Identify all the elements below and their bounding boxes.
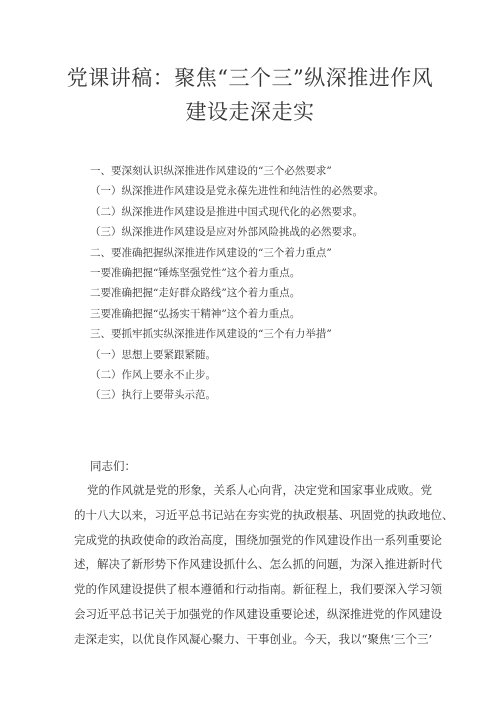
body-line: 走深走实，以优良作风凝心聚力、干事创业。今天，我以“聚焦‘三个三’ bbox=[74, 631, 433, 646]
body-paragraph bbox=[74, 478, 454, 652]
outline-list bbox=[90, 161, 470, 406]
outline-item: （一）纵深推进作风建设是党永葆先进性和纯洁性的必然要求。 bbox=[90, 185, 384, 198]
outline-item: 三要准确把握“弘扬实干精神”这个着力重点。 bbox=[90, 307, 301, 320]
outline-item: （一）思想上要紧跟紧随。 bbox=[90, 348, 216, 361]
outline-item: 二、要准确把握纵深推进作风建设的“三个着力重点” bbox=[90, 246, 332, 259]
body-line: 的十八大以来，习近平总书记站在夯实党的执政根基、巩固党的执政地位、 bbox=[74, 507, 454, 522]
outline-item: （三）执行上要带头示范。 bbox=[90, 389, 216, 402]
outline-item: （二）作风上要永不止步。 bbox=[90, 368, 216, 381]
outline-item: 一要准确把握“锤炼坚强党性”这个着力重点。 bbox=[90, 266, 301, 279]
outline-item: 一、要深刻认识纵深推进作风建设的“三个必然要求” bbox=[90, 165, 332, 177]
outline-item: 三、要抓牢抓实纵深推进作风建设的“三个有力举措” bbox=[90, 328, 332, 341]
greeting: 同志们： bbox=[90, 459, 136, 473]
body-line: 会习近平总书记关于加强党的作风建设重要论述，纵深推进党的作风建设 bbox=[74, 606, 442, 621]
outline-item: （三）纵深推进作风建设是应对外部风险挑战的必然要求。 bbox=[90, 226, 363, 239]
body-line: 述，解决了新形势下作风建设抓什么、怎么抓的问题，为深入推进新时代 bbox=[74, 557, 442, 572]
outline-item: 二要准确把握“走好群众路线”这个着力重点。 bbox=[90, 287, 301, 300]
body-line: 完成党的执政使命的政治高度，围绕加强党的作风建设作出一系列重要论 bbox=[74, 532, 442, 547]
document-title-line2: 建设走深走实 bbox=[185, 100, 315, 124]
body-line: 党的作风建设提供了根本遵循和行动指南。新征程上，我们要深入学习领 bbox=[74, 582, 442, 597]
body-line: 党的作风就是党的形象，关系人心向背，决定党和国家事业成败。党 bbox=[87, 483, 432, 497]
outline-item: （二）纵深推进作风建设是推进中国式现代化的必然要求。 bbox=[90, 205, 363, 218]
document-title-line1: 党课讲稿：聚焦“三个三”纵深推进作风 bbox=[66, 66, 434, 90]
